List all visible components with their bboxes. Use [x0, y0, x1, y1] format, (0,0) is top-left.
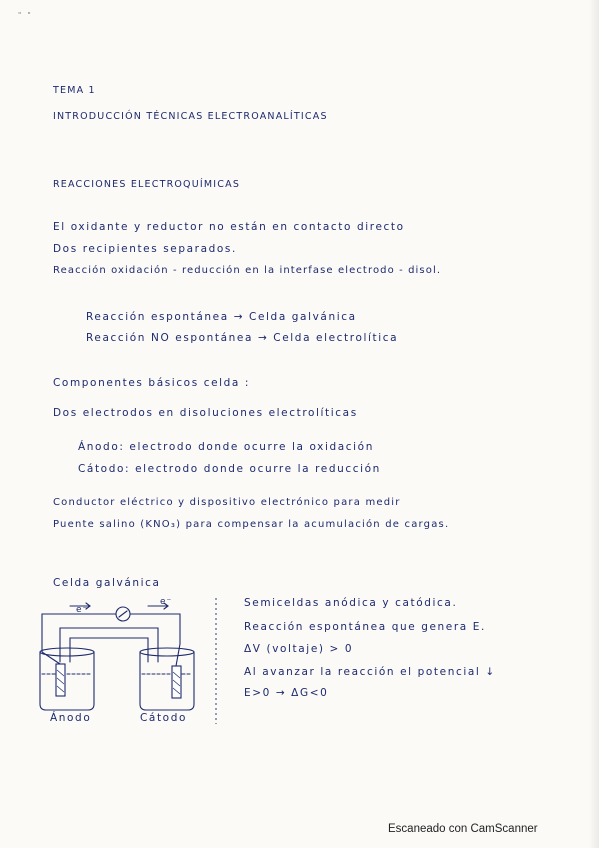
anode-definition: Ánodo: electrodo donde ocurre la oxidación [78, 441, 374, 453]
note-3: ΔV (voltaje) > 0 [244, 643, 354, 655]
galvanic-heading: Celda galvánica [53, 577, 161, 589]
components-title: Componentes básicos celda : [53, 377, 251, 389]
conductor-line: Conductor eléctrico y dispositivo electrónico para medir [53, 497, 401, 508]
reaction-spontaneous: Reacción espontánea → Celda galvánica [86, 311, 357, 323]
section-heading: REACCIONES ELECTROQUÍMICAS [53, 179, 241, 190]
page-title: INTRODUCCIÓN TÉCNICAS ELECTROANALÍTICAS [53, 111, 328, 122]
text-line-3: Reacción oxidación - reducción en la interfase electrodo - disol. [53, 265, 442, 276]
margin-mark: " " [18, 11, 33, 19]
wire-right [130, 614, 180, 644]
wire-left [42, 614, 116, 652]
cathode-label: Cátodo [140, 712, 187, 724]
cathode-electrode [172, 666, 181, 698]
electrodes-line: Dos electrodos en disoluciones electrolíticas [53, 407, 358, 419]
electron-label-left: e⁻ [76, 605, 89, 615]
salt-bridge-line: Puente salino (KNO₃) para compensar la acumulación de cargas. [53, 519, 450, 530]
scan-edge-shadow [589, 0, 599, 848]
note-2: Reacción espontánea que genera E. [244, 621, 486, 633]
scanner-watermark: Escaneado con CamScanner [388, 823, 538, 835]
note-1: Semiceldas anódica y catódica. [244, 597, 458, 609]
anode-label: Ánodo [50, 712, 92, 724]
galvanic-cell-diagram [30, 592, 205, 722]
separator-line [214, 598, 218, 724]
text-line-2: Dos recipientes separados. [53, 243, 237, 255]
topic-number: TEMA 1 [53, 85, 96, 96]
note-5: E>0 → ΔG<0 [244, 687, 329, 699]
text-line-1: El oxidante y reductor no están en contacto directo [53, 221, 405, 233]
anode-beaker [40, 652, 94, 710]
salt-bridge [60, 628, 158, 662]
note-4: Al avanzar la reacción el potencial ↓ [244, 666, 496, 678]
cathode-definition: Cátodo: electrodo donde ocurre la reducción [78, 463, 381, 475]
electron-label-right: e⁻ [160, 597, 173, 607]
reaction-non-spontaneous: Reacción NO espontánea → Celda electrolítica [86, 332, 399, 344]
anode-electrode [56, 664, 65, 696]
